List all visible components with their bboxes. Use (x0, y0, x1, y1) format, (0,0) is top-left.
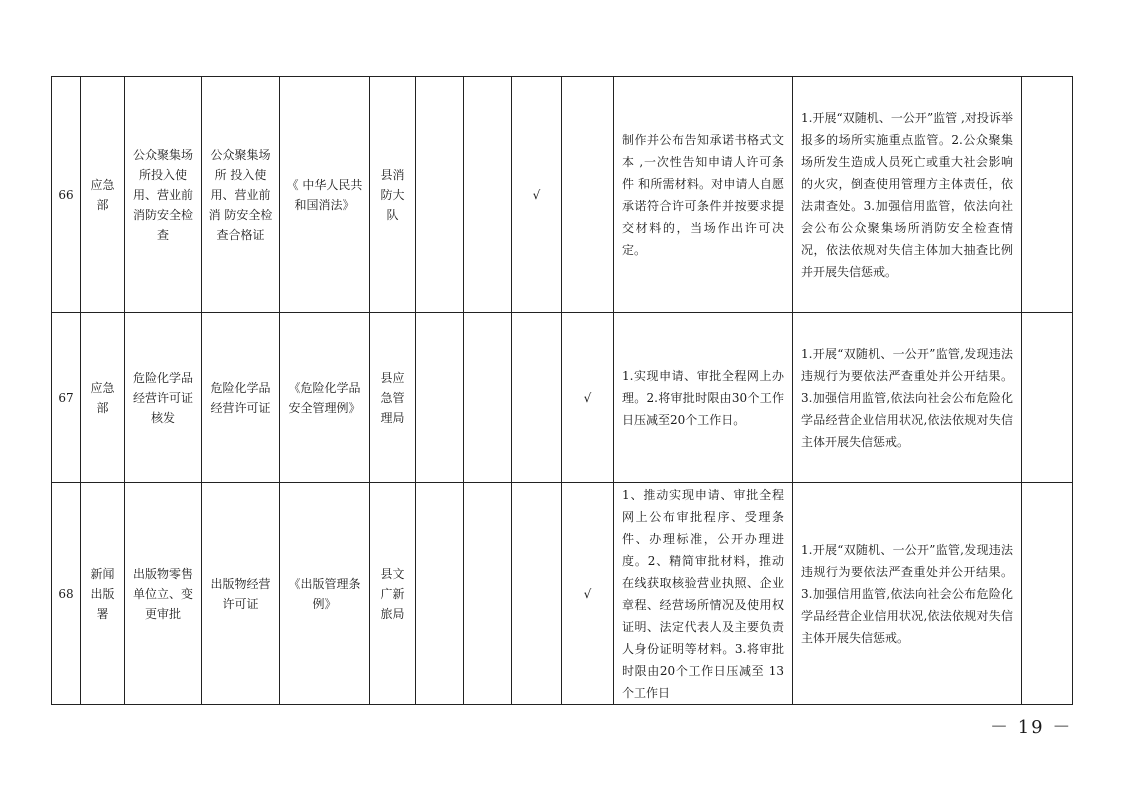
approval-item-cell: 危险化学品经营许可证核发 (125, 313, 202, 483)
table-row (52, 77, 1073, 313)
empty-cell (464, 483, 512, 705)
approval-item-cell: 公众聚集场所投入使用、营业前消防安全检查 (125, 77, 202, 313)
legal-basis-cell: 《出版管理条例》 (280, 483, 370, 705)
empty-cell (416, 313, 464, 483)
supervision-measures-cell: 1.开展“双随机、一公开”监管,发现违法违规行为要依法严查重处并公开结果。3.加强信用监管,依法向社会公布危险化学品经营企业信用状况,依法依规对失信主体开展失信惩戒。 (793, 483, 1022, 705)
supervision-measures-cell: 1.开展“双随机、一公开”监管,发现违法违规行为要依法严查重处并公开结果。3.加强信用监管,依法向社会公布危险化学品经营企业信用状况,依法依规对失信主体开展失信惩戒。 (793, 313, 1022, 483)
reform-measures-cell: 制作并公布告知承诺书格式文本 ,一次性告知申请人许可条件 和所需材料。对申请人自愿承诺符合许可条件并按要求提交材料的，当场作出许可决定。 (614, 77, 793, 313)
approval-item-cell: 出版物零售单位立、变更审批 (125, 483, 202, 705)
department-cell: 应急部 (81, 77, 125, 313)
reform-measures-cell: 1.实现申请、审批全程网上办理。2.将审批时限由30个工作日压减至20个工作日。 (614, 313, 793, 483)
implementing-authority-cell: 县文广新旅局 (370, 483, 416, 705)
reform-mode-check-cell (512, 483, 562, 705)
reform-mode-check-cell: √ (562, 483, 614, 705)
legal-basis-cell: 《 中华人民共和国消法》 (280, 77, 370, 313)
reform-measures-table (51, 76, 1073, 705)
reform-measures-cell: 1、推动实现申请、审批全程网上公布审批程序、受理条件、办理标准，公开办理进度。2、精简审批材料，推动在线获取核验营业执照、企业章程、经营场所情况及使用权证明、法定代表人及主要负责人身份证明等材料。3.将审批时限由20个工作日压减至 13 个工作日 (614, 483, 793, 705)
row-number: 66 (52, 77, 81, 313)
implementing-authority-cell: 县应急管理局 (370, 313, 416, 483)
permit-name-cell: 危险化学品经营许可证 (202, 313, 280, 483)
empty-cell (1022, 77, 1073, 313)
empty-cell (1022, 483, 1073, 705)
empty-cell (416, 483, 464, 705)
reform-mode-check-cell (512, 313, 562, 483)
permit-name-cell: 公众聚集场所 投入使用、营业前消 防安全检查合格证 (202, 77, 280, 313)
table-row (52, 483, 1073, 705)
reform-mode-check-cell: √ (562, 313, 614, 483)
reform-mode-check-cell: √ (512, 77, 562, 313)
empty-cell (464, 313, 512, 483)
empty-cell (1022, 313, 1073, 483)
department-cell: 应急部 (81, 313, 125, 483)
table-row (52, 313, 1073, 483)
row-number: 68 (52, 483, 81, 705)
page-number: － 19 － (990, 717, 1073, 738)
empty-cell (416, 77, 464, 313)
empty-cell (464, 77, 512, 313)
department-cell: 新闻出版署 (81, 483, 125, 705)
supervision-measures-cell: 1.开展“双随机、一公开”监管 ,对投诉举报多的场所实施重点监管。2.公众聚集场所发生造成人员死亡或重大社会影响的火灾，倒查使用管理方主体责任，依法肃查处。3.加强信用监管，依法向社会公布公众聚集场所消防安全检查情况，依法依规对失信主体加大抽查比例并开展失信惩戒。 (793, 77, 1022, 313)
legal-basis-cell: 《危险化学品安全管理例》 (280, 313, 370, 483)
row-number: 67 (52, 313, 81, 483)
reform-mode-check-cell (562, 77, 614, 313)
permit-name-cell: 出版物经营许可证 (202, 483, 280, 705)
implementing-authority-cell: 县消防大队 (370, 77, 416, 313)
